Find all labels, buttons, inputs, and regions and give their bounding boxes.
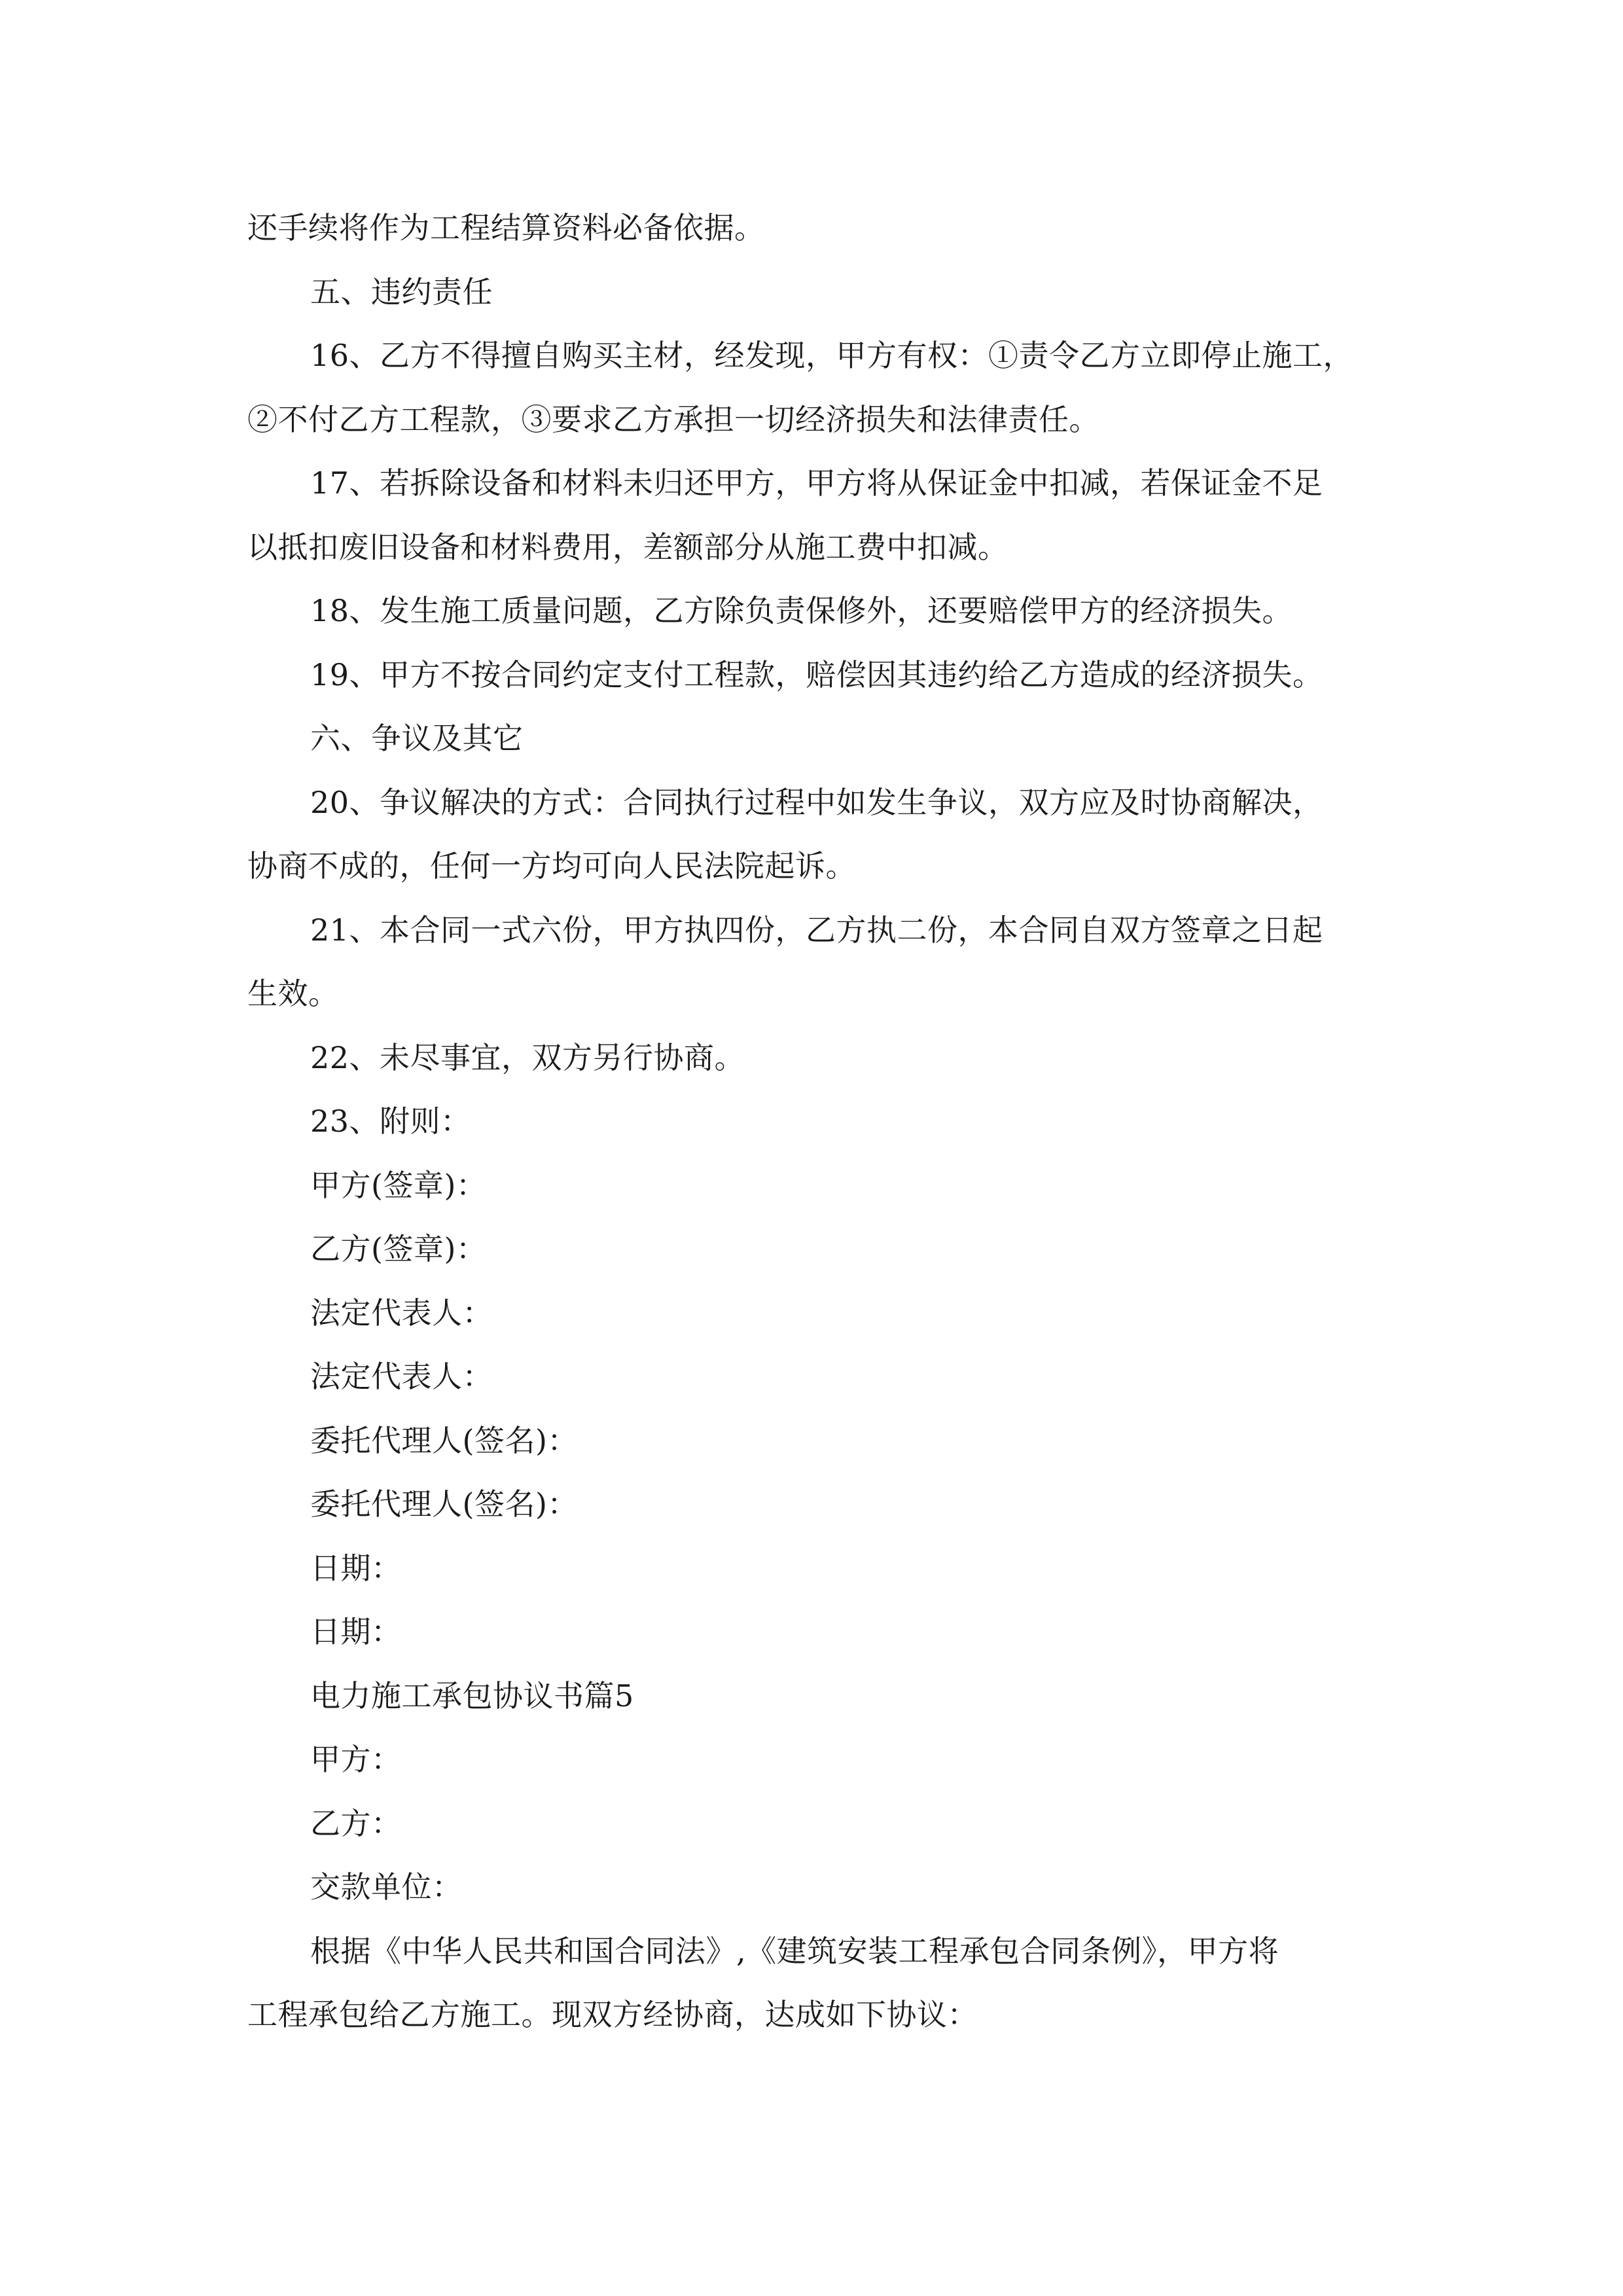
text-line: 协商不成的，任何一方均可向人民法院起诉。 <box>247 848 856 884</box>
clause-line: 18、发生施工质量问题，乙方除负责保修外，还要赔偿甲方的经济损失。 <box>310 593 1293 628</box>
legal-representative-field: 法定代表人： <box>310 1295 493 1331</box>
clause-line: 17、若拆除设备和材料未归还甲方，甲方将从保证金中扣减，若保证金不足 <box>310 465 1323 501</box>
payment-unit-field: 交款单位： <box>310 1869 463 1905</box>
date-field: 日期： <box>310 1550 402 1586</box>
text-line: 工程承包给乙方施工。现双方经协商，达成如下协议： <box>247 1997 978 2032</box>
party-a-field: 甲方： <box>310 1742 402 1777</box>
party-b-field: 乙方： <box>310 1805 402 1841</box>
clause-line: 16、乙方不得擅自购买主材，经发现，甲方有权：①责令乙方立即停止施工， <box>310 338 1354 373</box>
legal-representative-field: 法定代表人： <box>310 1359 493 1394</box>
date-field: 日期： <box>310 1614 402 1649</box>
text-line: ②不付乙方工程款，③要求乙方承担一切经济损失和法律责任。 <box>247 401 1099 437</box>
agent-signature-field: 委托代理人(签名)： <box>310 1486 578 1522</box>
clause-line: 20、争议解决的方式：合同执行过程中如发生争议，双方应及时协商解决， <box>310 784 1323 820</box>
signature-field-party-b: 乙方(签章)： <box>310 1231 487 1266</box>
signature-field-party-a: 甲方(签章)： <box>310 1167 487 1203</box>
agreement-title: 电力施工承包协议书篇5 <box>310 1677 634 1713</box>
clause-line: 22、未尽事宜，双方另行协商。 <box>310 1039 745 1075</box>
text-line: 生效。 <box>247 976 339 1011</box>
text-line: 以抵扣废旧设备和材料费用，差额部分从施工费中扣减。 <box>247 529 1008 565</box>
clause-line: 根据《中华人民共和国合同法》,《建筑安装工程承包合同条例》，甲方将 <box>310 1933 1279 1969</box>
section-heading: 五、违约责任 <box>310 274 493 310</box>
text-line: 还手续将作为工程结算资料必备依据。 <box>247 210 765 245</box>
section-heading: 六、争议及其它 <box>310 721 524 756</box>
clause-line: 21、本合同一式六份，甲方执四份，乙方执二份，本合同自双方签章之日起 <box>310 912 1323 948</box>
clause-line: 23、附则： <box>310 1103 471 1139</box>
clause-line: 19、甲方不按合同约定支付工程款，赔偿因其违约给乙方造成的经济损失。 <box>310 656 1323 692</box>
agent-signature-field: 委托代理人(签名)： <box>310 1422 578 1458</box>
document-body <box>247 196 1399 2047</box>
